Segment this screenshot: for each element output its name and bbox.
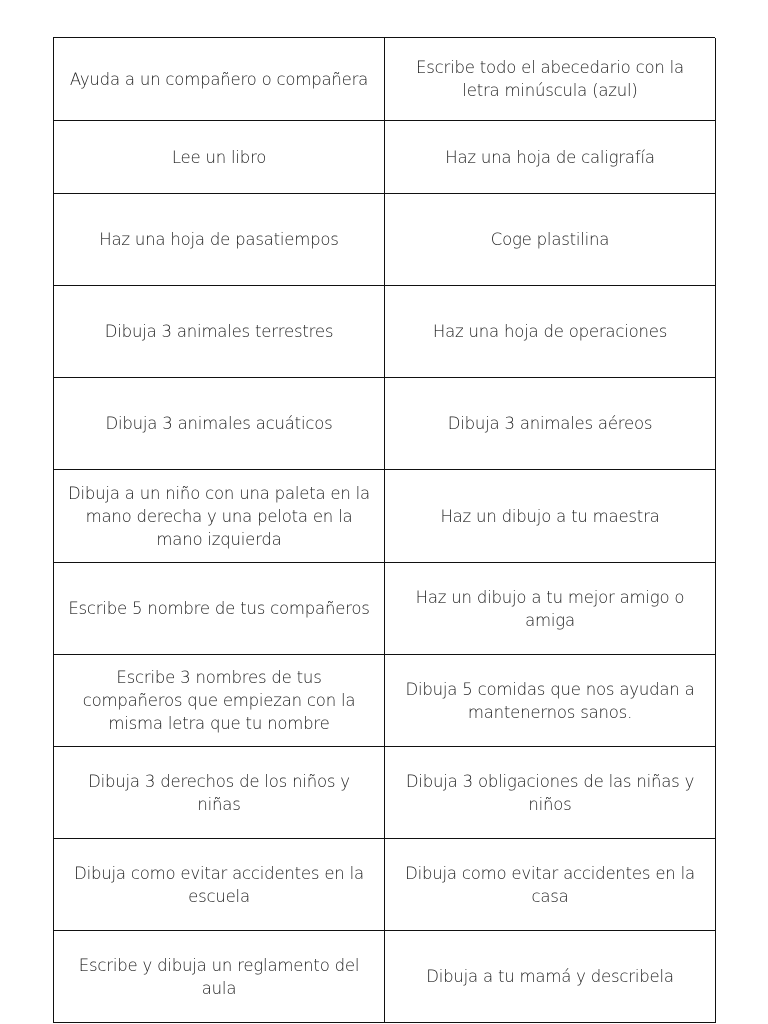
activity-text: Dibuja 3 animales acuáticos	[105, 414, 333, 433]
table-row	[54, 655, 715, 747]
activity-text: Escribe y dibuja un reglamento del aula	[78, 955, 360, 998]
table-row	[54, 194, 715, 286]
activity-card	[385, 194, 716, 286]
activity-text: Dibuja 3 animales terrestres	[104, 322, 334, 341]
activity-text: Dibuja 3 obligaciones de las niñas y niños	[405, 771, 695, 814]
activity-card	[54, 747, 385, 839]
activity-card	[385, 747, 716, 839]
table-row	[54, 470, 715, 563]
activity-text: Haz una hoja de operaciones	[432, 322, 668, 341]
activity-text: Lee un libro	[171, 147, 267, 167]
activity-text: Haz un dibujo a tu mejor amigo o amiga	[415, 587, 685, 630]
table-row	[54, 747, 715, 839]
activity-text: Dibuja 3 animales aéreos	[447, 414, 653, 433]
activity-text: Escribe 3 nombres de tus compañeros que empiezan con la misma letra que tu nombre	[82, 668, 356, 733]
activity-card	[385, 38, 716, 121]
activity-card	[54, 931, 385, 1023]
activity-text: Escribe todo el abecedario con la letra minúscula (azul)	[416, 58, 684, 100]
activity-card	[54, 194, 385, 286]
activity-text: Ayuda a un compañero o compañera	[69, 69, 369, 89]
activity-text: Escribe 5 nombre de tus compañeros	[68, 599, 370, 618]
activity-text: Dibuja como evitar accidentes en la escuela	[74, 863, 364, 906]
activity-text: Dibuja a tu mamá y describela	[426, 967, 674, 986]
activity-text: Haz un dibujo a tu maestra	[440, 506, 660, 526]
activity-card	[385, 470, 716, 563]
table-row	[54, 286, 715, 378]
activity-text: Haz una hoja de pasatiempos	[99, 230, 339, 249]
table-row	[54, 563, 715, 655]
activity-card	[385, 931, 716, 1023]
activity-text: Dibuja como evitar accidentes en la casa	[405, 863, 695, 906]
table-row	[54, 378, 715, 470]
activity-card	[385, 378, 716, 470]
activity-card	[54, 38, 385, 121]
activity-card	[385, 121, 716, 194]
activity-card	[54, 655, 385, 747]
activity-card	[385, 286, 716, 378]
table-row	[54, 121, 715, 194]
activity-card	[54, 563, 385, 655]
activity-card	[54, 121, 385, 194]
table-row	[54, 38, 715, 121]
activity-card-table	[53, 37, 715, 1023]
activity-card	[54, 470, 385, 563]
activity-text: Haz una hoja de caligrafía	[445, 147, 655, 167]
activity-text: Dibuja a un niño con una paleta en la mano derecha y una pelota en la mano izquierda	[68, 483, 370, 549]
activity-text: Dibuja 3 derechos de los niños y niñas	[88, 771, 350, 814]
activity-text: Coge plastilina	[490, 230, 610, 249]
activity-card	[54, 839, 385, 931]
table-row	[54, 931, 715, 1023]
activity-card	[385, 655, 716, 747]
activity-card	[54, 286, 385, 378]
table-row	[54, 839, 715, 931]
activity-card	[385, 563, 716, 655]
activity-card	[54, 378, 385, 470]
activity-card	[385, 839, 716, 931]
activity-text: Dibuja 5 comidas que nos ayudan a mantenernos sanos.	[405, 679, 695, 722]
